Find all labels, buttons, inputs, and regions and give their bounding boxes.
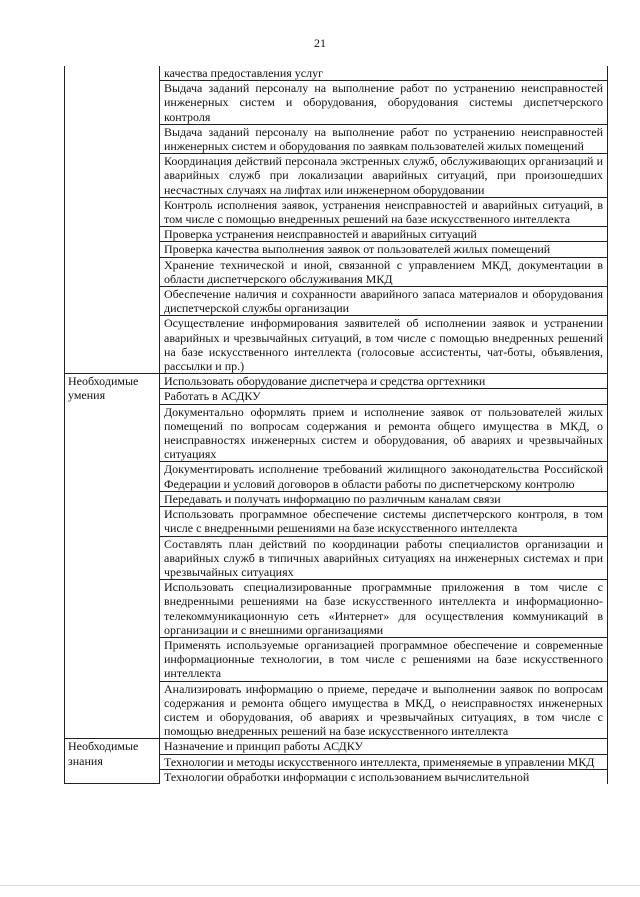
scan-bottom-edge [0,885,640,886]
table-row [65,66,608,81]
requirement-item: Контроль исполнения заявок, устранения неисправностей и аварийных ситуаций, в том числе с помощью внедренных решений на базе искусственного интеллекта [160,197,608,226]
requirement-item: Назначение и принцип работы АСДКУ [160,739,608,754]
requirement-item: Документировать исполнение требований жилищного законодательства Российской Федерации и условий договоров в области работы по диспетчерскому контролю [160,462,608,491]
page-number: 21 [314,36,326,50]
requirement-item: Применять используемые организацией программное обеспечение и современные информационные технологии, в том числе с решениями на базе искусственного интеллекта [160,637,608,681]
section-label [65,66,160,374]
requirement-item: Технологии и методы искусственного интеллекта, применяемые в управлении МКД [160,754,608,769]
table-row [65,374,608,389]
requirement-item: Координация действий персонала экстренных служб, обслуживающих организаций и аварийных служб при локализации аварийных ситуаций, при произошедших несчастных случаях на лифтах или инженерном оборудовании [160,154,608,198]
requirement-item: Использовать специализированные программные приложения в том числе с внедренными решениями на базе искусственного интеллекта и информационно-телекоммуникационную сеть «Интернет» для осуществления коммуникаций в организации и с внешними организациями [160,580,608,638]
requirement-item: Передавать и получать информацию по различным каналам связи [160,491,608,506]
requirement-item: Анализировать информацию о приеме, передаче и выполнении заявок по вопросам содержания и ремонта общего имущества в МКД, о неисправностях инженерных систем и оборудования, об авариях и чрезвычайных ситуациях, в том числе с помощью внедренных решений на базе искусственного интеллекта [160,681,608,739]
requirement-item: Проверка устранения неисправностей и аварийных ситуаций [160,227,608,242]
requirement-item: Обеспечение наличия и сохранности аварийного запаса материалов и оборудования диспетчерской службы организации [160,287,608,316]
requirement-item: Использовать оборудование диспетчера и средства оргтехники [160,374,608,389]
requirement-item: Составлять план действий по координации работы специалистов организации и аварийных служб в типичных аварийных ситуациях на инженерных системах и при чрезвычайных ситуациях [160,536,608,580]
competency-table-body [65,66,608,784]
competency-table [64,66,608,784]
requirement-item: Хранение технической и иной, связанной с управлением МКД, документации в области диспетчерского обслуживания МКД [160,257,608,286]
section-label: Необходимые умения [65,374,160,739]
table-row [65,739,608,754]
requirement-item: Документально оформлять прием и исполнение заявок от пользователей жилых помещений по вопросам содержания и ремонта общего имущества в МКД, о неисправностях инженерных систем и оборудования, об авариях и чрезвычайных ситуациях [160,404,608,462]
requirement-item: Технологии обработки информации с использованием вычислительной [160,769,608,784]
requirement-item: Использовать программное обеспечение системы диспетчерского контроля, в том числе с внедренными решениями на базе искусственного интеллекта [160,507,608,536]
requirement-item: Работать в АСДКУ [160,389,608,404]
requirement-item: Проверка качества выполнения заявок от пользователей жилых помещений [160,242,608,257]
section-label: Необходимые знания [65,739,160,784]
requirement-item: Выдача заданий персоналу на выполнение работ по устранению неисправностей инженерных систем и оборудования по заявкам пользователей жилых помещений [160,124,608,153]
requirement-item: Осуществление информирования заявителей об исполнении заявок и устранении аварийных и чрезвычайных ситуаций, в том числе с помощью внедренных решений на базе искусственного интеллекта (голосовые ассистенты, чат-боты, объявления, рассылки и пр.) [160,316,608,374]
requirement-item: качества предоставления услуг [160,66,608,81]
requirement-item: Выдача заданий персоналу на выполнение работ по устранению неисправностей инженерных систем и оборудования, оборудования системы диспетчерского контроля [160,81,608,125]
